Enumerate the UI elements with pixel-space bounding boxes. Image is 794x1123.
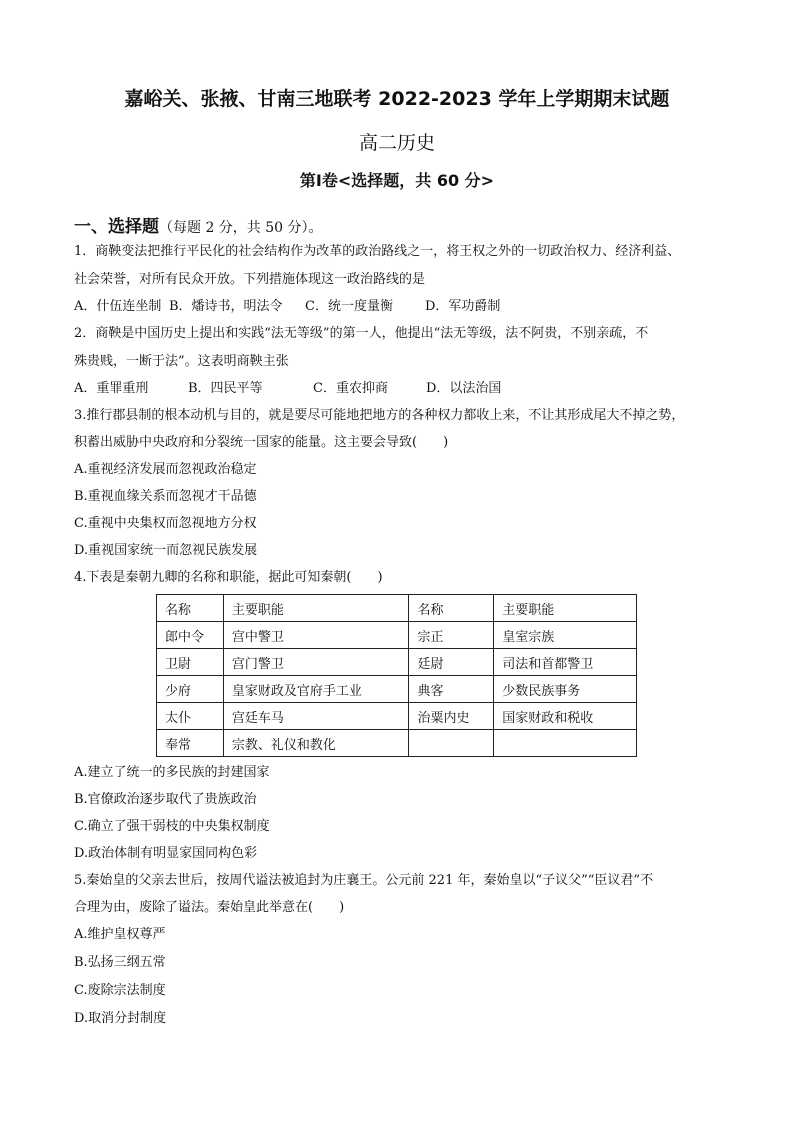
q3-option-c: C.重视中央集权而忽视地方分权 — [74, 516, 257, 531]
table-cell: 宗正 — [409, 622, 494, 649]
table-cell: 少府 — [157, 676, 224, 703]
q1-stem-line1: 1．商鞅变法把推行平民化的社会结构作为改革的政治路线之一，将王权之外的一切政治权力、经济利益、 — [74, 244, 681, 259]
table-header-cell: 名称 — [157, 595, 224, 622]
q3-option-d: D.重视国家统一而忽视民族发展 — [74, 543, 258, 558]
q4-option-a: A.建立了统一的多民族的封建国家 — [74, 765, 270, 780]
q4-option-d: D.政治体制有明显家国同构色彩 — [74, 846, 258, 861]
table-cell: 奉常 — [157, 730, 224, 757]
table-row — [157, 730, 637, 757]
q1-options — [74, 297, 500, 317]
q3-option-b: B.重视血缘关系而忽视才干品德 — [74, 489, 257, 504]
q4-option-b: B.官僚政治逐步取代了贵族政治 — [74, 792, 257, 807]
table-row — [157, 622, 637, 649]
q4-option-c: C.确立了强干弱枝的中央集权制度 — [74, 819, 270, 834]
table-cell — [494, 730, 637, 757]
q2-stem-line2: 殊贵贱，一断于法”。这表明商鞅主张 — [74, 354, 289, 369]
table-cell: 典客 — [409, 676, 494, 703]
table-cell — [409, 730, 494, 757]
q1-option-d: D．军功爵制 — [425, 299, 501, 314]
q5-option-b: B.弘扬三纲五常 — [74, 955, 166, 970]
q2-option-b: B．四民平等 — [188, 381, 263, 396]
q2-stem-line1: 2．商鞅是中国历史上提出和实践“法无等级”的第一人，他提出“法无等级，法不阿贵，不别亲疏，不 — [74, 326, 649, 341]
table-cell: 国家财政和税收 — [494, 703, 637, 730]
q3-option-a: A.重视经济发展而忽视政治稳定 — [74, 462, 257, 477]
table-cell: 宗教、礼仪和教化 — [223, 730, 409, 757]
q3-stem-line2: 积蓄出威胁中央政府和分裂统一国家的能量。这主要会导致( ) — [74, 435, 449, 450]
q2-option-a: A．重罪重刑 — [74, 381, 149, 396]
q3-stem-line1: 3.推行郡县制的根本动机与目的，就是要尽可能地把地方的各种权力都收上来，不让其形成尾大不掉之势， — [74, 408, 685, 423]
q4-stem: 4.下表是秦朝九卿的名称和职能，据此可知秦朝( ) — [74, 570, 383, 585]
table-header-cell: 主要职能 — [494, 595, 637, 622]
q5-stem-line1: 5.秦始皇的父亲去世后，按周代谥法被追封为庄襄王。公元前 221 年，秦始皇以“子议父”“臣议君”不 — [74, 873, 654, 888]
q1-option-b: B．燔诗书，明法令 — [169, 299, 283, 314]
volume-heading: 第Ⅰ卷<选择题，共 60 分> — [299, 171, 495, 190]
table-row — [157, 676, 637, 703]
exam-title: 嘉峪关、张掖、甘南三地联考 2022-2023 学年上学期期末试题 — [124, 88, 670, 110]
nine-ministers-table — [156, 594, 637, 757]
q1-stem-line2: 社会荣誉，对所有民众开放。下列措施体现这一政治路线的是 — [74, 272, 426, 287]
table-row — [157, 649, 637, 676]
q5-option-a: A.维护皇权尊严 — [74, 927, 166, 942]
table-cell: 少数民族事务 — [494, 676, 637, 703]
q5-option-c: C.废除宗法制度 — [74, 983, 166, 998]
table-header-cell: 主要职能 — [223, 595, 409, 622]
q2-option-c: C．重农抑商 — [313, 381, 388, 396]
subject-title: 高二历史 — [358, 132, 435, 154]
table-cell: 郎中令 — [157, 622, 224, 649]
table-cell: 宫门警卫 — [223, 649, 409, 676]
q5-option-d: D.取消分封制度 — [74, 1011, 167, 1026]
table-cell: 治粟内史 — [409, 703, 494, 730]
section-note: （每题 2 分，共 50 分）。 — [159, 220, 323, 236]
table-cell: 皇室宗族 — [494, 622, 637, 649]
table-cell: 皇家财政及官府手工业 — [223, 676, 409, 703]
table-cell: 司法和首都警卫 — [494, 649, 637, 676]
q5-stem-line2: 合理为由，废除了谥法。秦始皇此举意在( ) — [74, 900, 345, 915]
q1-option-c: C．统一度量衡 — [305, 299, 393, 314]
table-header-row — [157, 595, 637, 622]
q2-options — [74, 379, 501, 399]
section-heading — [74, 212, 323, 237]
table-cell: 廷尉 — [409, 649, 494, 676]
table-header-cell: 名称 — [409, 595, 494, 622]
table-cell: 卫尉 — [157, 649, 224, 676]
q1-option-a: A．什伍连坐制 — [74, 299, 162, 314]
q2-option-d: D．以法治国 — [426, 381, 502, 396]
table-cell: 宫中警卫 — [223, 622, 409, 649]
table-cell: 太仆 — [157, 703, 224, 730]
table-row — [157, 703, 637, 730]
section-title: 一、选择题 — [74, 217, 159, 237]
table-cell: 宫廷车马 — [223, 703, 409, 730]
